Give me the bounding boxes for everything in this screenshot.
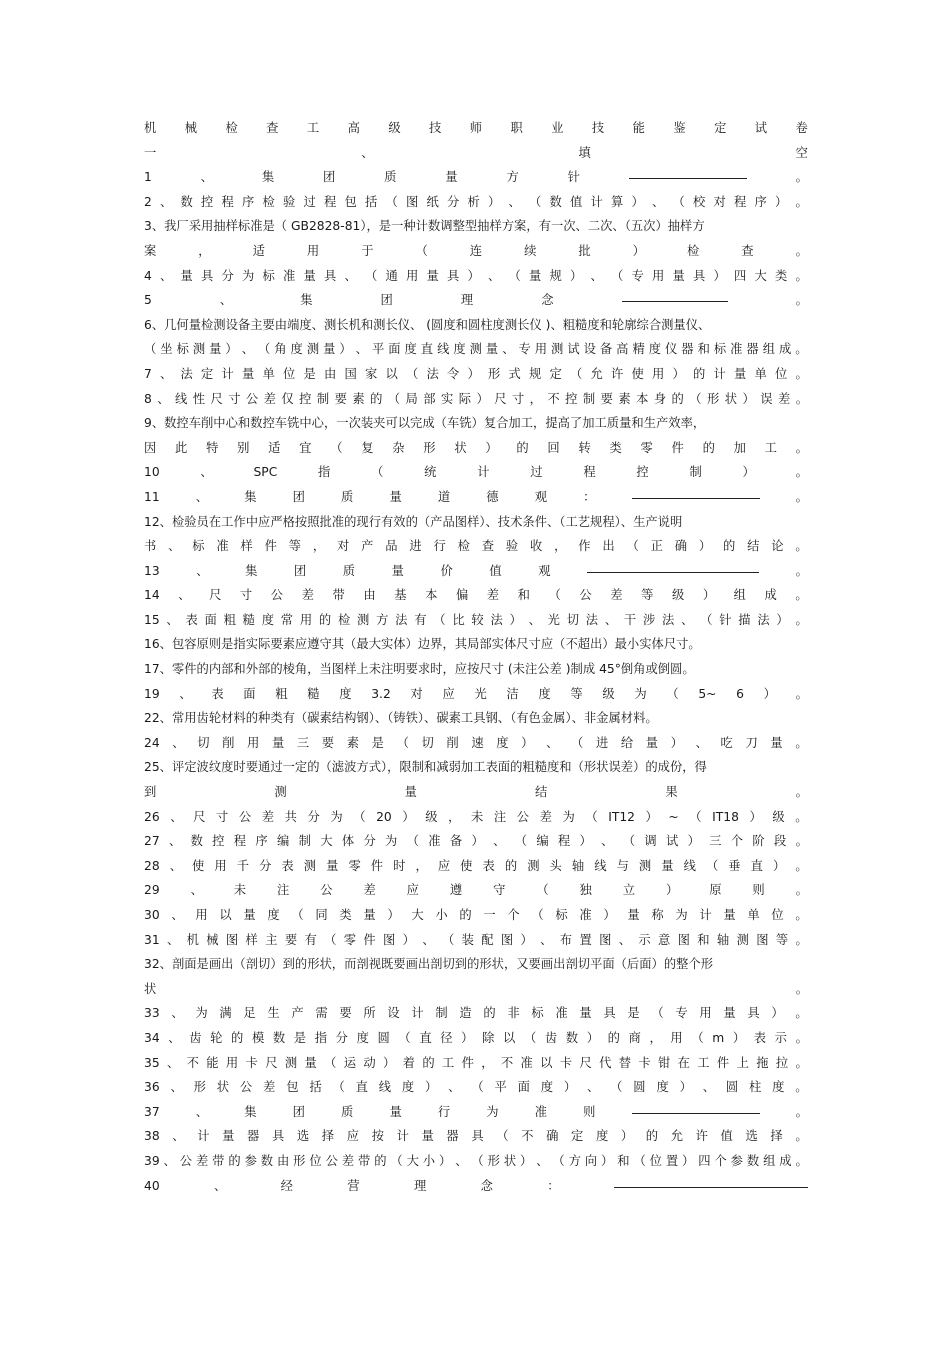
doc-line: 33 、 为 满 足 生 产 需 要 所 设 计 制 造 的 非 标 准 量 具 是 （ 专 用 量 具 ） 。 bbox=[144, 1006, 808, 1021]
doc-line: 13 、 集 团 质 量 价 值 观 。 bbox=[144, 559, 808, 584]
doc-line: 12、检验员在工作中应严格按照批准的现行有效的（产品图样）、技术条件、（工艺规程）、生产说明 bbox=[144, 514, 683, 529]
doc-line: 31 、 机 械 图 样 主 要 有 （ 零 件 图 ） 、 （ 装 配 图 ） 、 布 置 图 、 示 意 图 和 轴 测 图 等 。 bbox=[144, 932, 808, 947]
doc-line: 2 、 数 控 程 序 检 验 过 程 包 括 （ 图 纸 分 析 ） 、 （ 数 值 计 算 ） 、 （ 校 对 程 序 ） 。 bbox=[144, 194, 808, 209]
doc-line: 机 械 检 查 工 高 级 技 师 职 业 技 能 鉴 定 试 卷 bbox=[144, 121, 808, 135]
doc-line: 39 、 公 差 带 的 参 数 由 形 位 公 差 带 的 （ 大 小 ） 、 （ 形 状 ） 、 （ 方 向 ） 和 （ 位 置 ） 四 个 参 数 组 成 。 bbox=[144, 1153, 808, 1168]
exam-document bbox=[144, 116, 808, 1198]
doc-line: 28 、 使 用 千 分 表 测 量 零 件 时 ， 应 使 表 的 测 头 轴 线 与 测 量 线 （ 垂 直 ） 。 bbox=[144, 858, 808, 873]
doc-line: 19 、 表 面 粗 糙 度 3.2 对 应 光 洁 度 等 级 为 （ 5~ 6 ） 。 bbox=[144, 686, 808, 701]
doc-line: 24 、 切 削 用 量 三 要 素 是 （ 切 削 速 度 ） 、 （ 进 给 量 ） 、 吃 刀 量 。 bbox=[144, 735, 808, 750]
answer-blank[interactable] bbox=[632, 485, 760, 499]
doc-line: 案 ， 适 用 于 （ 连 续 批 ） 检 查 。 bbox=[144, 243, 808, 258]
doc-line: 15 、 表 面 粗 糙 度 常 用 的 检 测 方 法 有 （ 比 较 法 ） 、 光 切 法 、 干 涉 法 、 （ 针 描 法 ） 。 bbox=[144, 612, 808, 627]
answer-blank[interactable] bbox=[632, 1100, 760, 1114]
doc-line: 16、包容原则是指实际要素应遵守其（最大实体）边界，其局部实体尺寸应（不超出）最小实体尺寸。 bbox=[144, 637, 701, 652]
doc-line: 34 、 齿 轮 的 模 数 是 指 分 度 圆 （ 直 径 ） 除 以 （ 齿 数 ） 的 商 ， 用 （ m ） 表 示 。 bbox=[144, 1030, 808, 1045]
doc-line: 到 测 量 结 果 。 bbox=[144, 785, 808, 800]
doc-line: 40 、 经 营 理 念 ： bbox=[144, 1174, 808, 1199]
doc-line: 38 、 计 量 器 具 选 择 应 按 计 量 器 具 （ 不 确 定 度 ） 的 允 许 值 选 择 。 bbox=[144, 1129, 808, 1144]
doc-line: 1 、 集 团 质 量 方 针 。 bbox=[144, 165, 808, 190]
answer-blank[interactable] bbox=[614, 1174, 808, 1188]
doc-line: 因 此 特 别 适 宜 （ 复 杂 形 状 ） 的 回 转 类 零 件 的 加 工 。 bbox=[144, 440, 808, 455]
doc-line: 25、评定波纹度时要通过一定的（滤波方式），限制和减弱加工表面的粗糙度和（形状误差）的成份，得 bbox=[144, 760, 707, 775]
answer-blank[interactable] bbox=[629, 165, 747, 179]
doc-line: 22、常用齿轮材料的种类有（碳素结构钢）、（铸铁）、碳素工具钢、（有色金属）、非金属材料。 bbox=[144, 711, 658, 726]
doc-line: 9、数控车削中心和数控车铣中心，一次装夹可以完成（车铣）复合加工，提高了加工质量和生产效率， bbox=[144, 416, 706, 431]
doc-line: 4 、 量 具 分 为 标 准 量 具 、 （ 通 用 量 具 ） 、 （ 量 规 ） 、 （ 专 用 量 具 ） 四 大 类 。 bbox=[144, 268, 808, 283]
doc-line: 7 、 法 定 计 量 单 位 是 由 国 家 以 （ 法 令 ） 形 式 规 定 （ 允 许 使 用 ） 的 计 量 单 位 。 bbox=[144, 366, 808, 381]
doc-line: 一 、 填 空 bbox=[144, 145, 808, 160]
answer-blank[interactable] bbox=[587, 559, 759, 573]
doc-line: 37 、 集 团 质 量 行 为 准 则 。 bbox=[144, 1100, 808, 1125]
doc-line: 8 、 线 性 尺 寸 公 差 仅 控 制 要 素 的 （ 局 部 实 际 ） 尺 寸 ， 不 控 制 要 素 本 身 的 （ 形 状 ） 误 差 。 bbox=[144, 391, 808, 406]
doc-line: 14 、 尺 寸 公 差 带 由 基 本 偏 差 和 （ 公 差 等 级 ） 组 成 。 bbox=[144, 588, 808, 603]
doc-line: 17、零件的内部和外部的棱角，当图样上未注明要求时，应按尺寸 (未注公差 )制成 45°倒角或倒圆。 bbox=[144, 662, 695, 677]
doc-line: 10 、 SPC 指 （ 统 计 过 程 控 制 ） 。 bbox=[144, 465, 808, 480]
doc-line: 29 、 未 注 公 差 应 遵 守 （ 独 立 ） 原 则 。 bbox=[144, 883, 808, 898]
doc-line: 状 。 bbox=[144, 981, 808, 996]
doc-line: 36 、 形 状 公 差 包 括 （ 直 线 度 ） 、 （ 平 面 度 ） 、 （ 圆 度 ） 、 圆 柱 度 。 bbox=[144, 1080, 808, 1095]
doc-line: 书 、 标 准 样 件 等 ， 对 产 品 进 行 检 查 验 收 ， 作 出 （ 正 确 ） 的 结 论 。 bbox=[144, 539, 808, 554]
doc-line: 11 、 集 团 质 量 道 德 观 ： 。 bbox=[144, 485, 808, 510]
answer-blank[interactable] bbox=[622, 288, 728, 302]
doc-line: 30 、 用 以 量 度 （ 同 类 量 ） 大 小 的 一 个 （ 标 准 ） 量 称 为 计 量 单 位 。 bbox=[144, 908, 808, 922]
doc-line: 6、几何量检测设备主要由端度、测长机和测长仪、 (圆度和圆柱度测长仪 )、粗糙度和轮廓综合测量仪、 bbox=[144, 317, 711, 332]
doc-line: （ 坐 标 测 量 ） 、 （ 角 度 测 量 ） 、 平 面 度 直 线 度 测 量 、 专 用 测 试 设 备 高 精 度 仪 器 和 标 准 器 组 成 。 bbox=[144, 342, 808, 357]
doc-line: 27 、 数 控 程 序 编 制 大 体 分 为 （ 准 备 ） 、 （ 编 程 ） 、 （ 调 试 ） 三 个 阶 段 。 bbox=[144, 834, 808, 849]
doc-line: 26 、 尺 寸 公 差 共 分 为 （ 20 ） 级 ， 未 注 公 差 为 （ IT12 ） ~ （ IT18 ） 级 。 bbox=[144, 809, 808, 824]
doc-line: 32、剖面是画出（剖切）到的形状，而剖视既要画出剖切到的形状，又要画出剖切平面（后面）的整个形 bbox=[144, 957, 714, 972]
doc-line: 3、我厂采用抽样标准是（ GB2828-81），是一种计数调整型抽样方案，有一次、二次、（五次）抽样方 bbox=[144, 219, 705, 234]
doc-line: 35 、 不 能 用 卡 尺 测 量 （ 运 动 ） 着 的 工 件 ， 不 准 以 卡 尺 代 替 卡 钳 在 工 件 上 拖 拉 。 bbox=[144, 1055, 808, 1070]
doc-line: 5 、 集 团 理 念 。 bbox=[144, 288, 808, 313]
